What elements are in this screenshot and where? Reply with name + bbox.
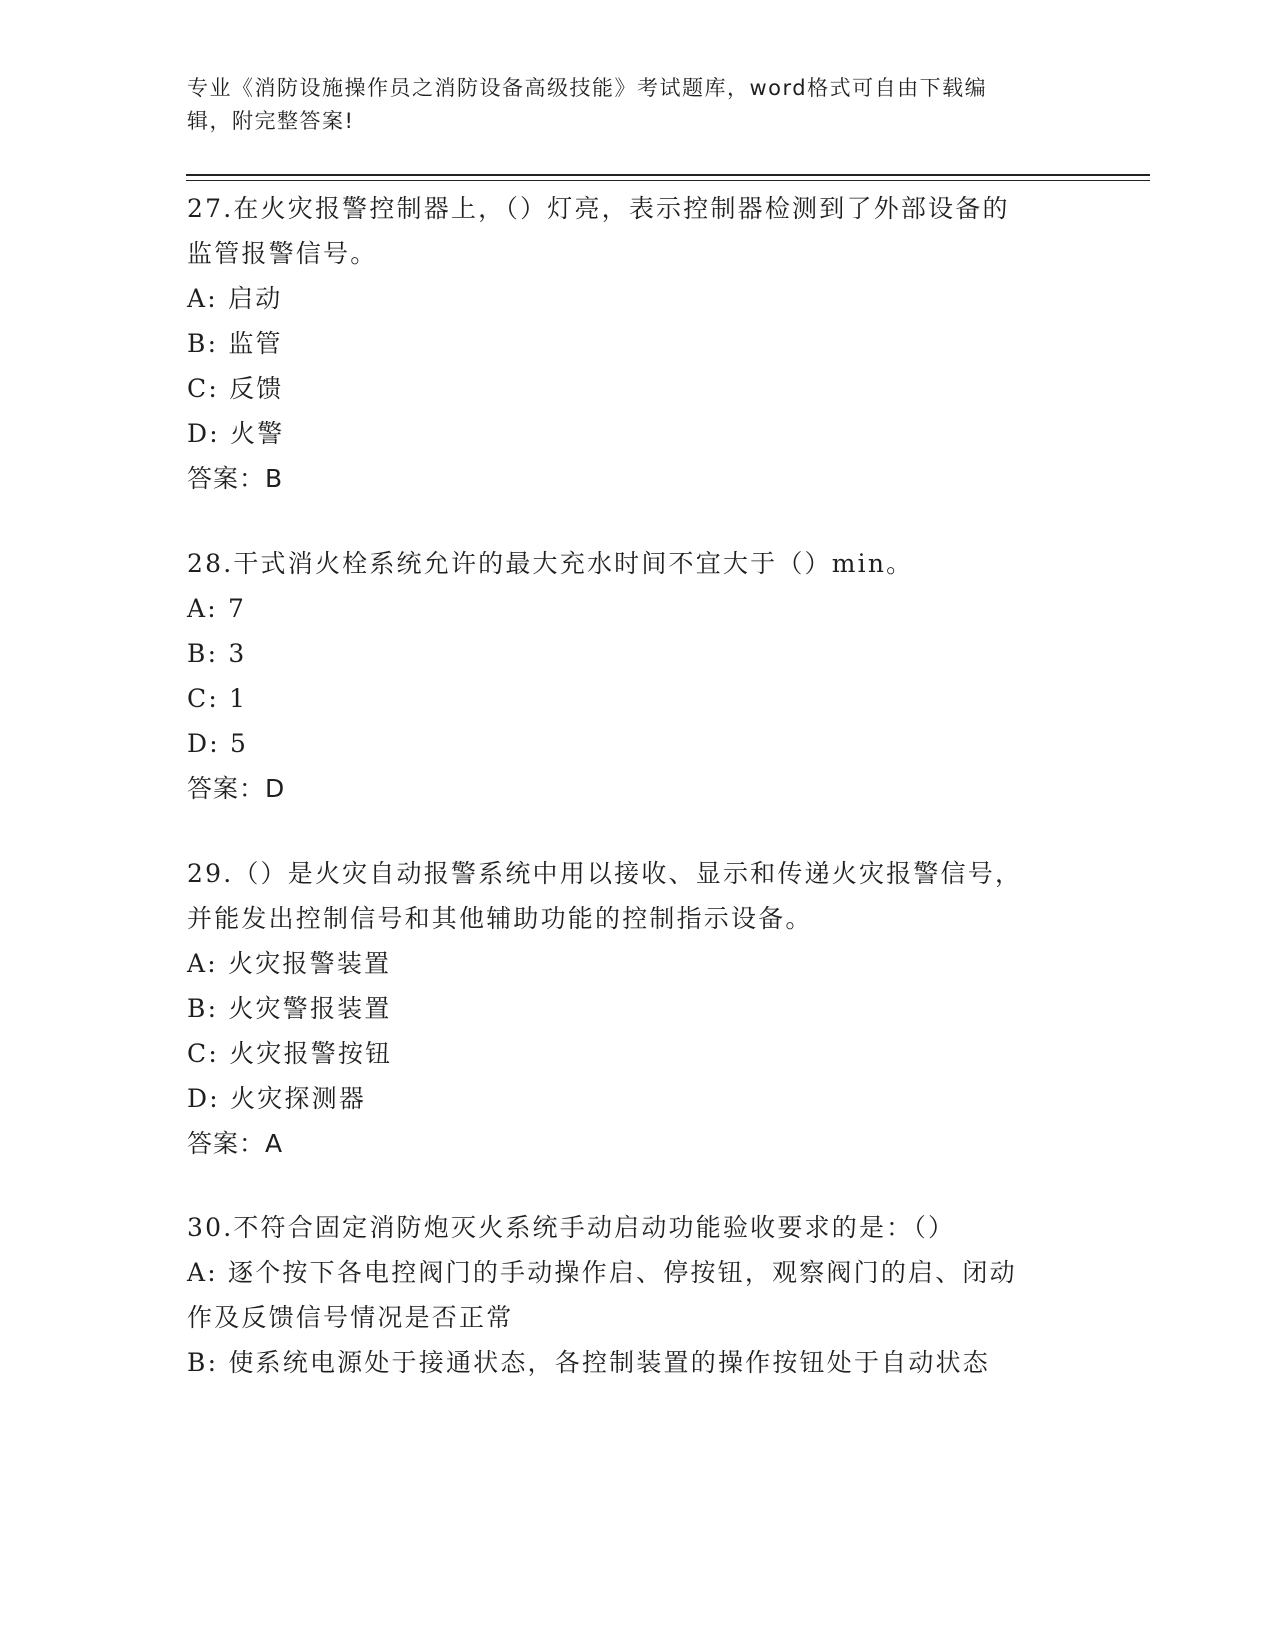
question-stem: 并能发出控制信号和其他辅助功能的控制指示设备。	[187, 904, 813, 933]
header-line-2: 辑，附完整答案!	[187, 109, 355, 133]
option-a: A: 逐个按下各电控阀门的手动操作启、停按钮，观察阀门的启、闭动	[187, 1258, 1017, 1287]
option-d: D: 火警	[187, 419, 285, 448]
option-c: C: 1	[187, 684, 248, 713]
document-header	[187, 72, 1067, 138]
header-line-1: 专业《消防设施操作员之消防设备高级技能》考试题库，word格式可自由下载编	[187, 76, 988, 100]
option-a-continued: 作及反馈信号情况是否正常	[187, 1303, 514, 1332]
header-divider-thick	[186, 174, 1150, 176]
answer-line: 答案：A	[187, 1129, 284, 1158]
option-a: A: 7	[187, 594, 247, 623]
question-stem: 28.干式消火栓系统允许的最大充水时间不宜大于（）min。	[187, 549, 914, 578]
option-b: B: 3	[187, 639, 247, 668]
option-c: C: 反馈	[187, 374, 284, 403]
question-28	[187, 541, 1087, 811]
option-d: D: 火灾探测器	[187, 1084, 367, 1113]
answer-line: 答案：B	[187, 464, 284, 493]
question-stem: 监管报警信号。	[187, 239, 378, 268]
question-29	[187, 851, 1087, 1166]
option-b: B: 火灾警报装置	[187, 994, 392, 1023]
question-stem: 27.在火灾报警控制器上，（）灯亮，表示控制器检测到了外部设备的	[187, 194, 1010, 223]
question-27	[187, 186, 1087, 501]
option-b: B: 使系统电源处于接通状态，各控制装置的操作按钮处于自动状态	[187, 1348, 990, 1377]
question-30	[187, 1205, 1087, 1385]
header-divider-thin	[186, 180, 1150, 181]
question-stem: 30.不符合固定消防炮灭火系统手动启动功能验收要求的是：（）	[187, 1213, 956, 1242]
answer-line: 答案：D	[187, 774, 286, 803]
option-c: C: 火灾报警按钮	[187, 1039, 393, 1068]
question-stem: 29.（）是火灾自动报警系统中用以接收、显示和传递火灾报警信号，	[187, 859, 1023, 888]
option-a: A: 火灾报警装置	[187, 949, 392, 978]
option-b: B: 监管	[187, 329, 283, 358]
option-d: D: 5	[187, 729, 249, 758]
option-a: A: 启动	[187, 284, 283, 313]
